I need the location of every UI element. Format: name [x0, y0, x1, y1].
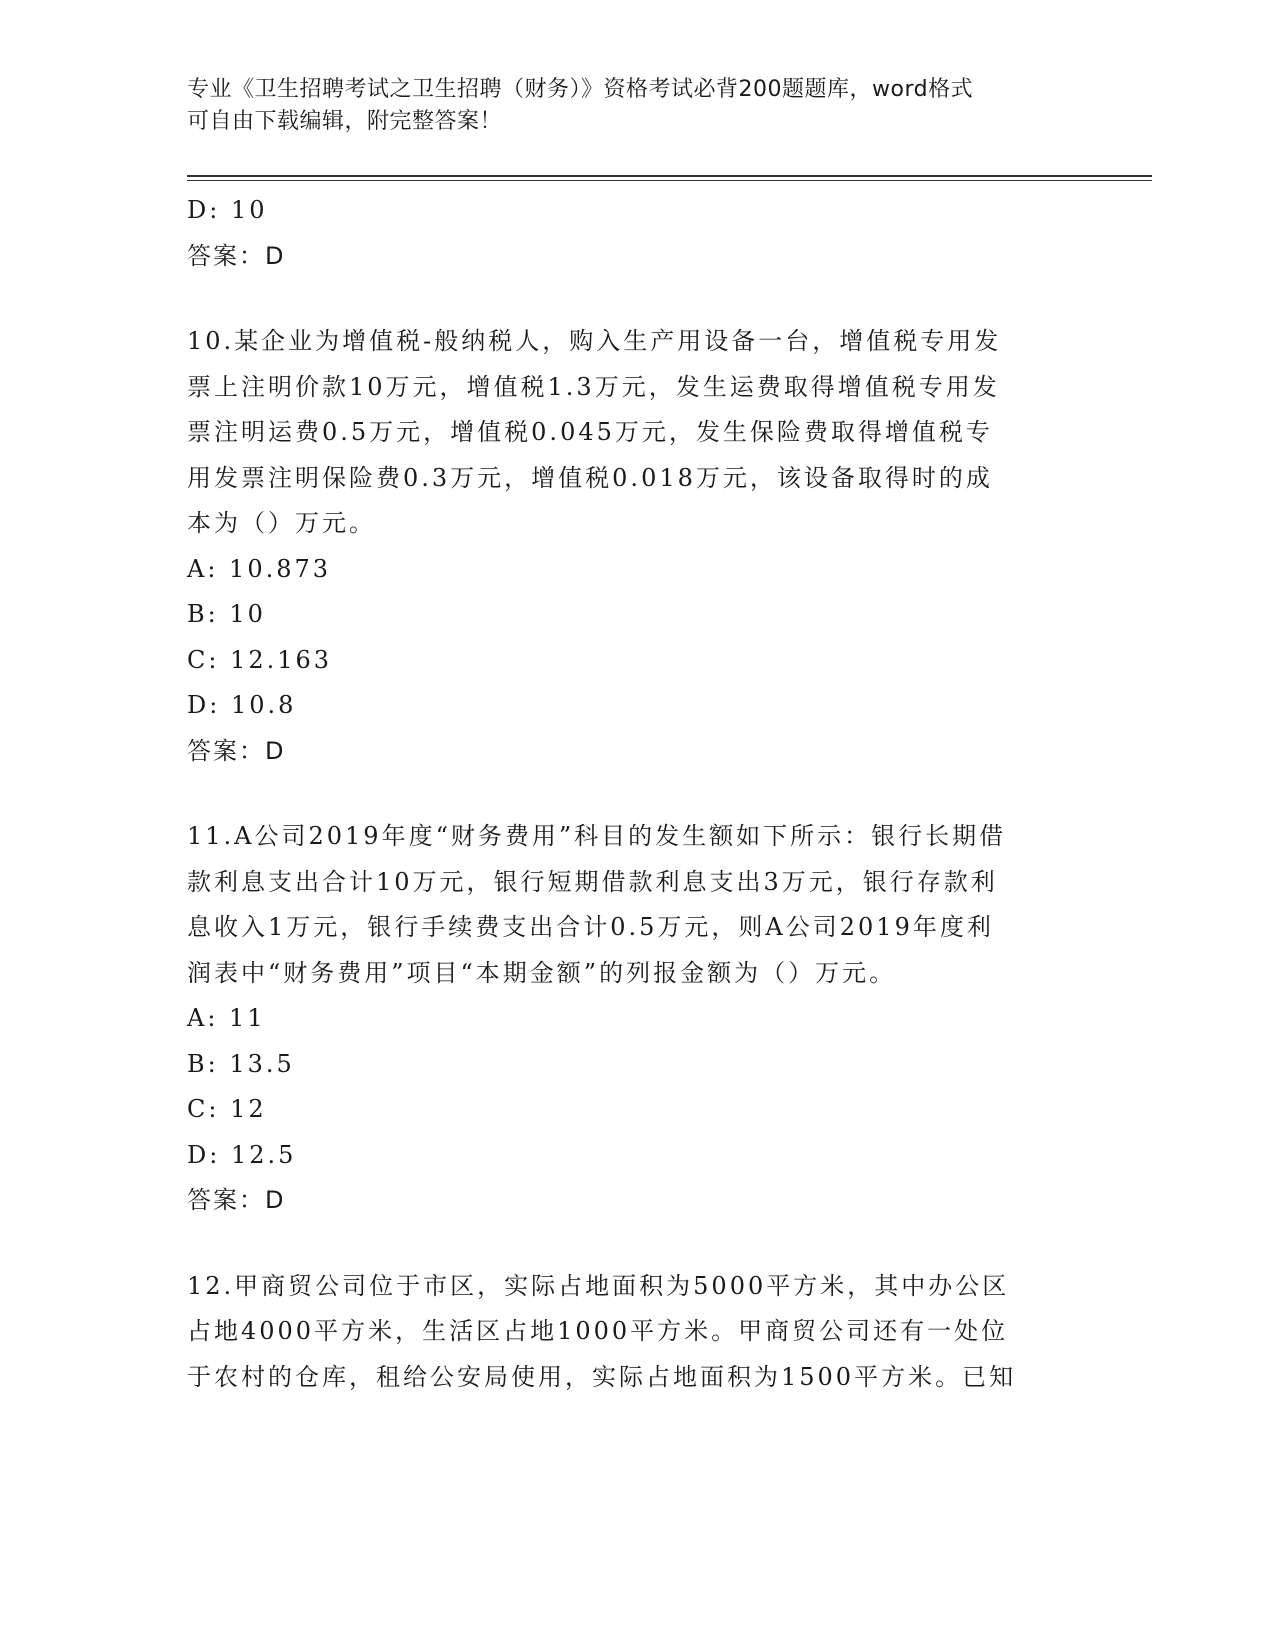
question-text-line: 10.某企业为增值税-般纳税人，购入生产用设备一台，增值税专用发: [187, 327, 1002, 355]
header-line-1: 专业《卫生招聘考试之卫生招聘（财务）》资格考试必背200题题库，word格式: [187, 77, 974, 102]
question-12: [187, 1264, 1087, 1401]
question-text-line: 润表中“财务费用”项目“本期金额”的列报金额为（）万元。: [187, 958, 897, 987]
answer-line: 答案：D: [187, 1186, 286, 1214]
option-d: D: 10: [187, 196, 268, 224]
question-11: [187, 814, 1087, 1224]
question-text-line: 12.甲商贸公司位于市区，实际占地面积为5000平方米，其中办公区: [187, 1271, 1010, 1300]
option-a: A: 10.873: [187, 554, 332, 583]
question-text-line: 票注明运费0.5万元，增值税0.045万元，发生保险费取得增值税专: [187, 418, 993, 446]
option-d: D: 10.8: [187, 691, 297, 719]
question-text-line: 于农村的仓库，租给公安局使用，实际占地面积为1500平方米。已知: [187, 1362, 1017, 1391]
answer-line: 答案：D: [187, 241, 286, 270]
option-c: C: 12: [187, 1095, 267, 1123]
option-d: D: 12.5: [187, 1140, 297, 1169]
page-header: [187, 74, 1087, 138]
header-rule-thick: [187, 175, 1152, 177]
question-text-line: 占地4000平方米，生活区占地1000平方米。甲商贸公司还有一处位: [187, 1317, 1009, 1345]
question-text-line: 款利息支出合计10万元，银行短期借款利息支出3万元，银行存款利: [187, 867, 998, 896]
question-text-line: 用发票注明保险费0.3万元，增值税0.018万元，该设备取得时的成: [187, 463, 993, 492]
option-b: B: 10: [187, 600, 266, 628]
document-body: [187, 188, 1087, 1400]
option-b: B: 13.5: [187, 1049, 295, 1078]
answer-line: 答案：D: [187, 736, 286, 765]
option-c: C: 12.163: [187, 645, 333, 674]
question-text-line: 票上注明价款10万元，增值税1.3万元，发生运费取得增值税专用发: [187, 372, 1000, 401]
header-line-2: 可自由下载编辑，附完整答案！: [187, 109, 503, 134]
header-rule-thin: [187, 180, 1152, 181]
question-text-line: 11.A公司2019年度“财务费用”科目的发生额如下所示：银行长期借: [187, 822, 1007, 850]
previous-question-tail: [187, 188, 1087, 279]
question-text-line: 本为（）万元。: [187, 509, 376, 537]
question-text-line: 息收入1万元，银行手续费支出合计0.5万元，则A公司2019年度利: [187, 913, 994, 941]
question-10: [187, 319, 1087, 774]
option-a: A: 11: [187, 1004, 266, 1032]
